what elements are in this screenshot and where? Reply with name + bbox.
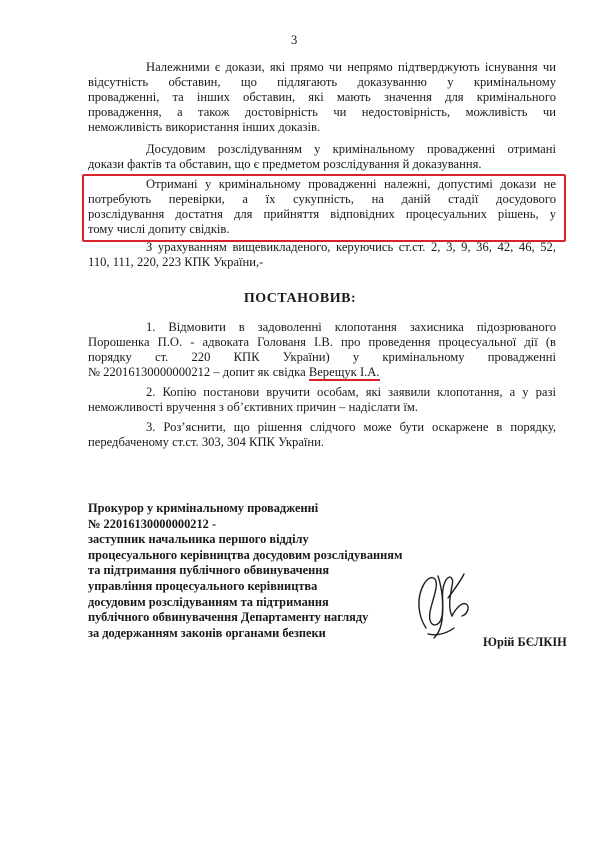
signatory-line: процесуального керівництва досудовим розслідуванням bbox=[88, 547, 403, 562]
signatory-line: управління процесуального керівництва bbox=[88, 578, 318, 593]
text-line: Належними є докази, які прямо чи непрямо підтверджують існування чи bbox=[146, 60, 556, 74]
text-line: 3. Роз’яснити, що рішення слідчого може бути оскаржене в порядку, bbox=[146, 420, 556, 434]
text-line: тому числі допиту свідків. bbox=[88, 222, 230, 236]
red-highlight-box bbox=[82, 174, 566, 242]
text-line: Порошенка П.О. - адвоката Голованя І.В. про проведення процесуальної дії (в bbox=[88, 335, 556, 349]
signatory-line: за додержанням законів органами безпеки bbox=[88, 625, 326, 640]
signatory-name: Юрій БЄЛКІН bbox=[483, 635, 567, 649]
case-number-text: № 22016130000000212 – допит як свідка bbox=[88, 365, 309, 379]
signatory-line: заступник начальника першого відділу bbox=[88, 532, 309, 547]
signatory-line: публічного обвинувачення Департаменту нагляду bbox=[88, 610, 369, 625]
text-line: потребують перевірки, а їх сукупність, на даній стадії досудового bbox=[88, 192, 556, 206]
text-line: відсутність обставин, що підлягають доказуванню у кримінальному bbox=[88, 75, 556, 89]
signatory-line: № 22016130000000212 - bbox=[88, 516, 217, 531]
text-line: З урахуванням вищевикладеного, керуючись ст.ст. 2, 3, 9, 36, 42, 46, 52, bbox=[146, 240, 556, 254]
signature-block bbox=[88, 501, 402, 641]
text-line: 110, 111, 220, 223 КПК України,- bbox=[88, 255, 264, 269]
text-line: передбаченому ст.ст. 303, 304 КПК України. bbox=[88, 435, 325, 449]
text-line: Отримані у кримінальному провадженні належні, допустимі докази не bbox=[146, 177, 556, 191]
handwritten-signature bbox=[408, 568, 478, 646]
resolution-item-1 bbox=[88, 320, 556, 380]
page-number: 3 bbox=[291, 33, 298, 47]
text-line: докази фактів та обставин, що є предметом розслідування й доказування. bbox=[88, 157, 482, 171]
text-line bbox=[88, 365, 556, 380]
signatory-line: та підтримання публічного обвинувачення bbox=[88, 563, 330, 578]
text-line: розслідування достатня для прийняття відповідних процесуальних рішень, у bbox=[88, 207, 556, 221]
witness-name-underlined: Верещук І.А. bbox=[308, 365, 380, 379]
text-line: провадження, а також достовірність чи недостовірність, можливість чи bbox=[88, 105, 556, 119]
text-line: 1. Відмовити в задоволенні клопотання захисника підозрюваного bbox=[146, 320, 556, 334]
signatory-line: Прокурор у кримінальному провадженні bbox=[88, 501, 319, 515]
text-line: порядку ст. 220 КПК України) у кримінальному провадженні bbox=[88, 350, 556, 364]
text-line: неможливість використання інших доказів. bbox=[88, 120, 321, 134]
signatory-line: досудовим розслідуванням та підтримання bbox=[88, 594, 329, 609]
paragraph-relevant-evidence bbox=[88, 60, 556, 135]
resolution-item-2 bbox=[88, 385, 556, 415]
resolution-item-3 bbox=[88, 420, 556, 450]
text-line: Досудовим розслідуванням у кримінальному провадженні отримані bbox=[146, 142, 556, 156]
resolution-heading: ПОСТАНОВИВ: bbox=[243, 291, 357, 306]
paragraph-legal-basis bbox=[88, 240, 556, 270]
text-line: 2. Копію постанови вручити особам, які заявили клопотання, а у разі bbox=[146, 385, 556, 399]
text-line: неможливості вручення з об’єктивних причин – надіслати їм. bbox=[88, 400, 418, 414]
text-line: провадженні, та інших обставин, які мають значення для кримінального bbox=[88, 90, 556, 104]
paragraph-investigation bbox=[88, 142, 556, 172]
